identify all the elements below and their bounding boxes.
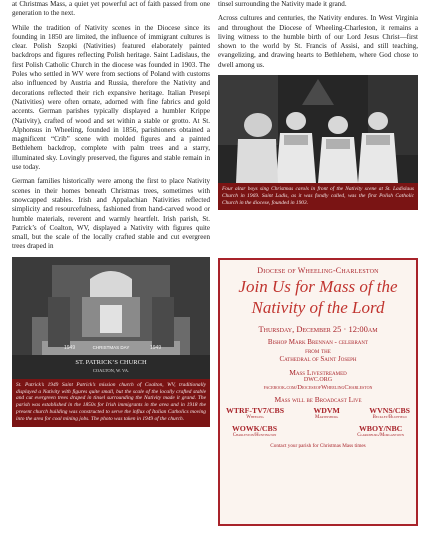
poster-livestream: Mass Livestreamed xyxy=(289,367,347,377)
photo-caption: Four altar boys sing Christmas carols in front of the Nativity scene at St. Ladislaus Church in 1969. Saint Ladis, as it was fondly called, was the first Polish Catholic Church in the diocese, founded in 1903. xyxy=(218,183,418,210)
station-call: WDVM xyxy=(313,405,340,415)
poster-invite-line1: Join Us for Mass of the xyxy=(238,277,398,296)
station-city: Wheeling xyxy=(246,414,264,420)
poster-cathedral: Cathedral of Saint Joseph xyxy=(279,355,357,363)
left-column xyxy=(12,0,210,427)
poster-contact: Contact your parish for Christmas Mass times xyxy=(270,442,366,449)
station-row-2 xyxy=(220,424,416,438)
photo-church-name: ST. PATRICK’S CHURCH xyxy=(75,358,147,366)
article-paragraph: German families historically were among the first to place Nativity scenes in their homes beneath Christmas trees, sometimes with snowcapped stables. Irish and Appalachian Nativities reflected simplicity and resourcefulness, fashioned from hand-carved wood or humble materials, reverent and warmly heartfelt. Irish parish, St. Patrick’s of Coalton, WV, displayed a Nativity with figures quite small, but the scale of the locally crafted stable and cut evergreen trees draped in xyxy=(12,177,210,251)
station-city: Martinsburg xyxy=(314,414,339,420)
station-city: Clarksburg/Morgantown xyxy=(357,432,404,438)
station-item xyxy=(226,406,284,420)
station-item xyxy=(357,424,404,438)
photo-caption: St. Patrick’s 1949 Saint Patrick’s mission church of Coalton, WV, traditionally displayed a Nativity with figures quite small, but the scale of the locally crafted stable and cut evergreen trees draped in tinsel surrounding the Nativity made it grand. The parish was established in the 1850s for Irish immigrants in the area and in 1918 the present church building was constructed to serve the influx of Italian Catholics moving into the area for coal mining jobs. The photo was taken in 1949 of the church. xyxy=(12,379,210,427)
poster-date: Thursday, December 25 · 12:00am xyxy=(258,324,378,334)
photo-year-right: 1949 xyxy=(150,344,162,351)
station-row-1 xyxy=(220,406,416,420)
article-paragraph: at Christmas Mass, a quiet yet powerful act of faith passed from one generation to the next. xyxy=(12,0,210,18)
poster-website[interactable]: DWC.ORG xyxy=(303,376,333,383)
station-call: WBOY/NBC xyxy=(358,423,403,433)
station-call: WVNS/CBS xyxy=(369,405,410,415)
station-city: Beckley/Bluefield xyxy=(372,414,407,420)
article-paragraph: Across cultures and centuries, the Nativity endures. In West Virginia and throughout the Diocese of Wheeling-Charleston, it remains a living witness to the humble birth of our Lord Jesus Christ—first shown to the world by St. Francis of Assisi, and still teaching, evangelizing, and drawing hearts to Bethlehem, where God chose to dwell among us. xyxy=(218,14,418,69)
poster-invite-line2: Nativity of the Lord xyxy=(251,298,385,317)
station-item xyxy=(369,406,410,420)
station-call: WTRF-TV7/CBS xyxy=(226,405,285,415)
article-paragraph: tinsel surrounding the Nativity made it grand. xyxy=(218,0,347,8)
st-patricks-church-photo xyxy=(12,257,210,379)
poster-from: from the xyxy=(305,346,331,355)
poster-facebook-link[interactable]: facebook.com/DioceseofWheelingCharleston xyxy=(263,383,373,391)
altar-boys-illustration xyxy=(218,75,418,183)
altar-boys-photo xyxy=(218,75,418,183)
christmas-mass-poster xyxy=(218,258,418,526)
photo-year-left: 1949 xyxy=(64,344,76,351)
station-call: WOWK/CBS xyxy=(232,423,278,433)
right-column xyxy=(218,0,418,210)
photo-banner: CHRISTMAS DAY xyxy=(92,344,130,350)
poster-broadcast: Mass will be Broadcast Live xyxy=(274,394,362,404)
article-paragraph: While the tradition of Nativity scenes in the Diocese since its founding in 1850 are limited, the influence of immigrant cultures is clear. Polish Szopki (Nativities) featured elaborately painted backdrops and figures reflecting Polish heritage. Saint Ladislaus, the first Polish Catholic Church in the diocese was founded in 1903. The Poles who settled in WV were from sections of Poland with customs also influenced by Austria and Russia, therefore the Nativity and decorations reflected their rich expansive heritage. Italian Presepi (Nativities) were often ornate, adorned with fine fabrics and gold accents. German parishes typically displayed a humbler Krippe (Nativity), crafted of wood and set within a stable or grotto. At St. Alphonsus in Wheeling, founded in 1856, parishioners obtained a magnificent “Crib” scene with molded figures and a painted Bethlehem backdrop, complete with palm trees and a starry, illuminated sky. Lovingly preserved, the figures and stable remain in use today. xyxy=(12,23,210,172)
poster-celebrant: Bishop Mark Brennan - celebrant xyxy=(267,338,369,346)
poster-diocese: Diocese of Wheeling-Charleston xyxy=(257,266,379,275)
station-item xyxy=(313,406,339,420)
photo-town: COALTON, W. VA. xyxy=(92,367,130,373)
station-city: Charleston/Huntington xyxy=(232,432,277,438)
station-item xyxy=(232,424,277,438)
